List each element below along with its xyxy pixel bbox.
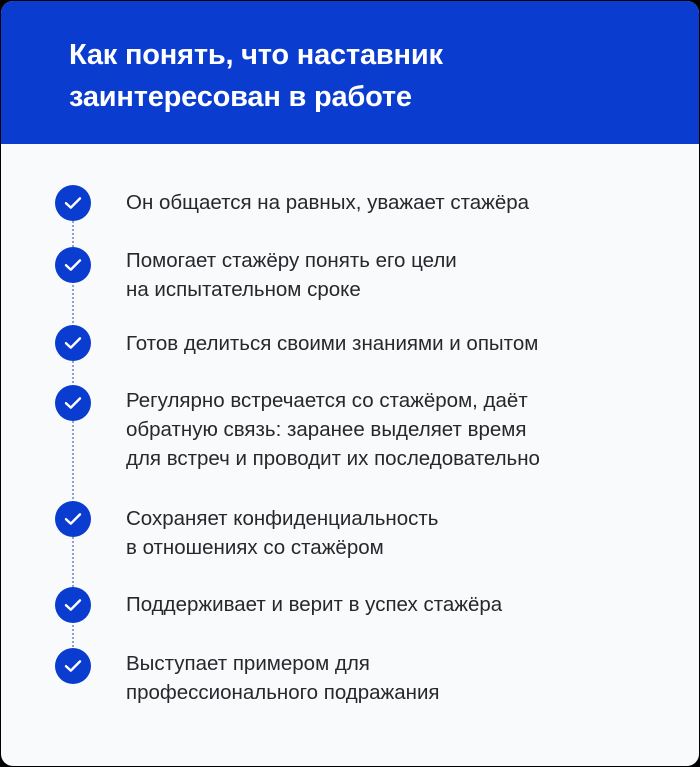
- check-icon: [55, 385, 91, 421]
- check-icon: [55, 325, 91, 361]
- checklist-item-text: Он общается на равных, уважает стажёра: [126, 191, 530, 214]
- checklist-item-text: Поддерживает и верит в успех стажёра: [126, 593, 503, 616]
- check-icon: [55, 587, 91, 623]
- card-header: [1, 1, 699, 144]
- checklist-item-text: Сохраняет конфиденциальность в отношениях со стажёром: [126, 507, 439, 559]
- card-title: Как понять, что наставник заинтересован в работе: [69, 39, 443, 113]
- checklist-item-text: Выступает примером для профессионального подражания: [126, 652, 440, 704]
- checklist-item-text: Помогает стажёру понять его цели на испытательном сроке: [126, 249, 457, 301]
- check-icon: [55, 185, 91, 221]
- check-icon: [55, 648, 91, 684]
- checklist-item-text: Регулярно встречается со стажёром, даёт обратную связь: заранее выделяет время для встреч и проводит их последовательно: [126, 389, 540, 470]
- checklist-item-text: Готов делиться своими знаниями и опытом: [126, 332, 539, 355]
- check-icon: [55, 501, 91, 537]
- check-icon: [55, 247, 91, 283]
- info-card: [1, 1, 699, 766]
